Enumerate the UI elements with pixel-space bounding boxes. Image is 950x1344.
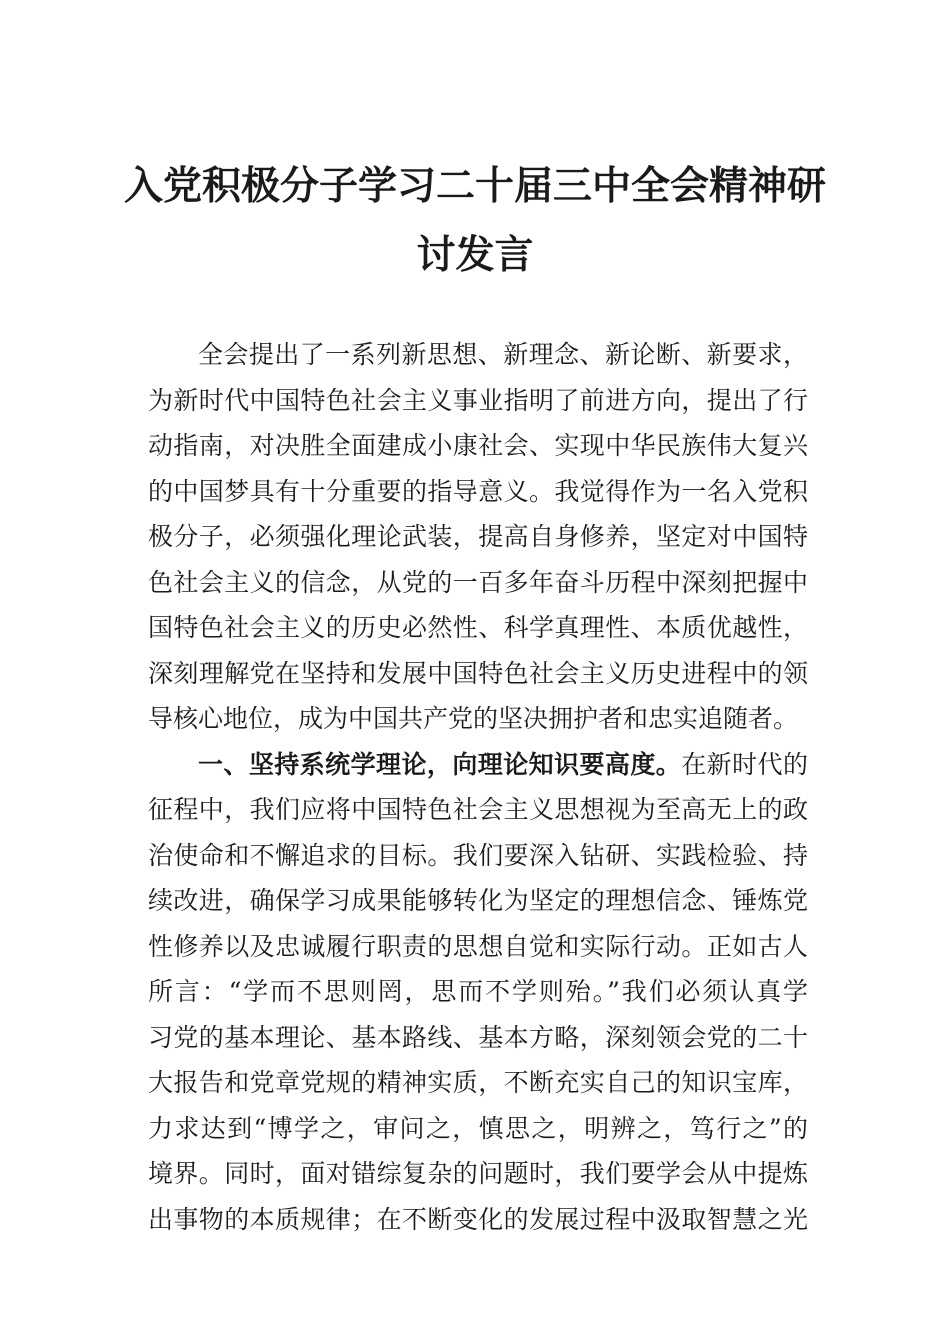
text-line: 续改进，确保学习成果能够转化为坚定的理想信念、锤炼党 (148, 886, 808, 915)
text-line: 所言：“学而不思则罔，思而不学则殆。”我们必须认真学 (148, 977, 808, 1006)
document-title-line-1: 入党积极分子学习二十届三中全会精神研 (123, 163, 826, 209)
document-title-line-2: 讨发言 (416, 232, 534, 278)
text-line: 深刻理解党在坚持和发展中国特色社会主义历史进程中的领 (148, 658, 808, 688)
text-line: 性修养以及忠诚履行职责的思想自觉和实际行动。正如古人 (148, 931, 808, 961)
text-line: 导核心地位，成为中国共产党的坚决拥护者和忠实追随者。 (148, 704, 799, 733)
text-line: 色社会主义的信念，从党的一百多年奋斗历程中深刻把握中 (148, 567, 808, 597)
text-line: 境界。同时，面对错综复杂的问题时，我们要学会从中提炼 (148, 1159, 808, 1188)
section-first-line-rest: 在新时代的 (681, 749, 808, 779)
text-line: 的中国梦具有十分重要的指导意义。我觉得作为一名入党积 (148, 476, 808, 506)
text-line: 征程中，我们应将中国特色社会主义思想视为至高无上的政 (148, 795, 808, 824)
text-line: 治使命和不懈追求的目标。我们要深入钻研、实践检验、持 (148, 840, 808, 870)
text-line: 习党的基本理论、基本路线、基本方略，深刻领会党的二十 (148, 1022, 808, 1052)
document-body (148, 332, 808, 1242)
text-line: 全会提出了一系列新思想、新理念、新论断、新要求， (198, 340, 808, 369)
text-line: 为新时代中国特色社会主义事业指明了前进方向，提出了行 (148, 385, 808, 415)
section-first-line (148, 742, 808, 788)
paragraph-section-1 (148, 742, 808, 1243)
paragraph-intro (148, 332, 808, 742)
text-line: 出事物的本质规律；在不断变化的发展过程中汲取智慧之光 (148, 1204, 808, 1234)
text-line: 极分子，必须强化理论武装，提高自身修养，坚定对中国特 (148, 522, 808, 551)
text-line: 国特色社会主义的历史必然性、科学真理性、本质优越性， (148, 613, 808, 642)
text-line: 大报告和党章党规的精神实质，不断充实自己的知识宝库， (148, 1068, 808, 1097)
section-heading: 一、坚持系统学理论，向理论知识要高度。 (198, 749, 682, 779)
text-line: 动指南，对决胜全面建成小康社会、实现中华民族伟大复兴 (148, 431, 808, 460)
text-line: 力求达到“博学之，审问之，慎思之，明辨之，笃行之”的 (148, 1113, 808, 1143)
